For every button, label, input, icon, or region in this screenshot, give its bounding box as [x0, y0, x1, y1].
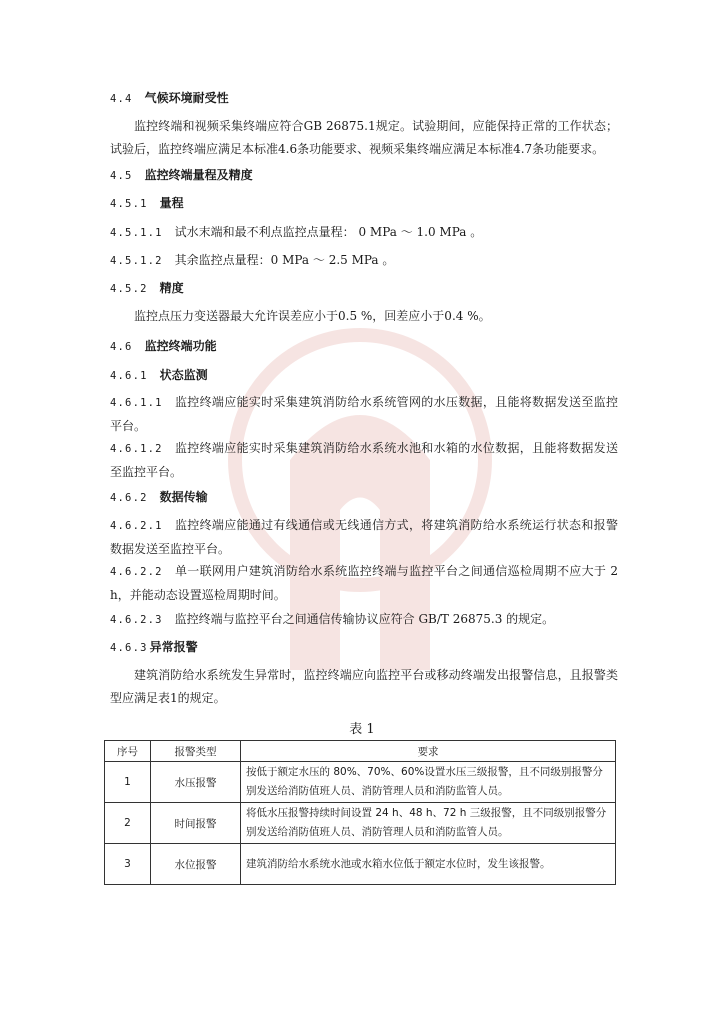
section-4-4-paragraph: 监控终端和视频采集终端应符合GB 26875.1规定。试验期间，应能保持正常的工作状态；试验后，监控终端应满足本标准4.6条功能要求、视频采集终端应满足本标准4.7条功能要求。 [110, 119, 618, 156]
section-4-5-heading: 4.5 监控终端量程及精度 [110, 168, 253, 182]
section-4-6-2-heading: 4.6.2 数据传输 [110, 490, 208, 504]
section-4-5-2-heading: 4.5.2 精度 [110, 281, 184, 295]
row-alarm-type: 水位报警 [151, 844, 241, 885]
table-row [105, 762, 616, 803]
clause-4-6-1-2: 4.6.1.2 监控终端应能实时采集建筑消防给水系统水池和水箱的水位数据，且能将数据发送至监控平台。 [110, 441, 618, 479]
clause-4-5-1-1: 4.5.1.1 试水末端和最不利点监控点量程： 0 MPa ～ 1.0 MPa 。 [110, 225, 483, 239]
clause-4-6-2-1: 4.6.2.1 监控终端应能通过有线通信或无线通信方式，将建筑消防给水系统运行状态和报警数据发送至监控平台。 [110, 518, 618, 556]
alarm-requirements-table [104, 740, 616, 885]
clause-4-6-2-3: 4.6.2.3 监控终端与监控平台之间通信传输协议应符合 GB/T 26875.3 的规定。 [110, 612, 555, 626]
table-header-row [105, 741, 616, 762]
clause-4-5-1-2: 4.5.1.2 其余监控点量程：0 MPa ～ 2.5 MPa 。 [110, 253, 395, 267]
clause-4-6-2-2: 4.6.2.2 单一联网用户建筑消防给水系统监控终端与监控平台之间通信巡检周期不应大于 2 h，并能动态设置巡检周期时间。 [110, 564, 618, 602]
row-requirement: 将低水压报警持续时间设置 24 h、48 h、72 h 三级报警，且不同级别报警分别发送给消防值班人员、消防管理人员和消防监管人员。 [241, 803, 616, 844]
table-row [105, 803, 616, 844]
section-4-6-heading: 4.6 监控终端功能 [110, 339, 217, 353]
row-no: 3 [105, 844, 151, 885]
section-4-6-1-heading: 4.6.1 状态监测 [110, 368, 208, 382]
section-4-5-2-paragraph: 监控点压力变送器最大允许误差应小于0.5 %，回差应小于0.4 %。 [134, 309, 491, 323]
section-4-6-3-paragraph: 建筑消防给水系统发生异常时，监控终端应向监控平台或移动终端发出报警信息，且报警类型应满足表1的规定。 [110, 668, 618, 705]
row-alarm-type: 水压报警 [151, 762, 241, 803]
row-no: 2 [105, 803, 151, 844]
clause-4-6-1-1: 4.6.1.1 监控终端应能实时采集建筑消防给水系统管网的水压数据，且能将数据发送至监控平台。 [110, 395, 618, 433]
column-header-requirement: 要求 [241, 741, 616, 762]
row-requirement: 按低于额定水压的 80%、70%、60%设置水压三级报警，且不同级别报警分别发送给消防值班人员、消防管理人员和消防监管人员。 [241, 762, 616, 803]
row-no: 1 [105, 762, 151, 803]
column-header-type: 报警类型 [151, 741, 241, 762]
section-4-5-1-heading: 4.5.1 量程 [110, 196, 184, 210]
row-alarm-type: 时间报警 [151, 803, 241, 844]
section-4-6-3-heading: 4.6.3 异常报警 [110, 640, 198, 654]
table-row [105, 844, 616, 885]
row-requirement: 建筑消防给水系统水池或水箱水位低于额定水位时，发生该报警。 [241, 844, 616, 885]
column-header-no: 序号 [105, 741, 151, 762]
table-caption: 表 1 [349, 722, 375, 737]
section-4-4-heading: 4.4 气候环境耐受性 [110, 91, 229, 105]
